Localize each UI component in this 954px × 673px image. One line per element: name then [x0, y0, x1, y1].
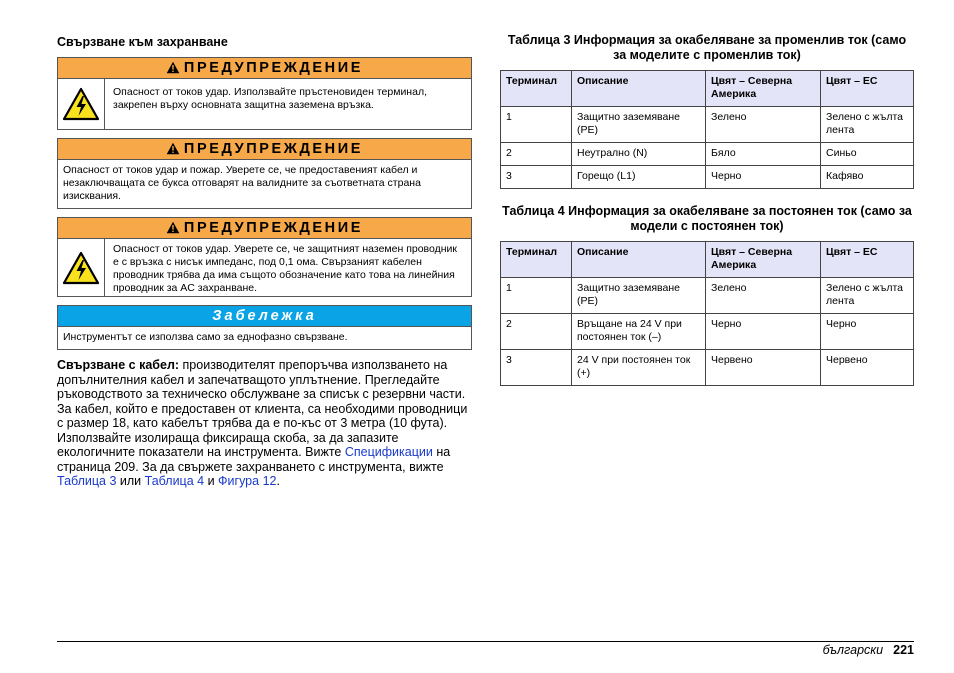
specifications-link[interactable]: Спецификации — [344, 445, 433, 459]
table-row — [501, 143, 914, 166]
cable-connection-paragraph — [57, 358, 472, 489]
electric-shock-icon — [58, 79, 105, 129]
warning-header-label: ПРЕДУПРЕЖДЕНИЕ — [183, 141, 364, 157]
page-number: 221 — [893, 643, 914, 657]
paragraph-text: или — [116, 474, 145, 488]
warning-body — [57, 78, 472, 130]
table-3 — [500, 70, 914, 189]
table-cell: Червено — [821, 350, 914, 386]
electric-shock-icon — [58, 239, 105, 296]
table-header-row — [501, 242, 914, 278]
table-cell: Зелено — [706, 107, 821, 143]
warning-text: Опасност от токов удар. Използвайте пръстеновиден терминал, закрепен върху основната защитна заземена връзка. — [113, 86, 427, 111]
table-cell: 2 — [501, 314, 572, 350]
warning-header — [57, 57, 472, 78]
table-cell: 2 — [501, 143, 572, 166]
warning-header — [57, 217, 472, 238]
table-cell: Зелено с жълта лента — [821, 107, 914, 143]
table-cell: 24 V при постоянен ток (+) — [572, 350, 706, 386]
column-header: Цвят – Северна Америка — [706, 242, 821, 278]
warning-box-3 — [57, 217, 472, 297]
warning-triangle-icon — [166, 220, 180, 240]
column-header: Цвят – Северна Америка — [706, 71, 821, 107]
table-cell: 1 — [501, 278, 572, 314]
warning-header-label: ПРЕДУПРЕЖДЕНИЕ — [183, 220, 364, 236]
table-cell: Защитно заземяване (PE) — [572, 278, 706, 314]
table-row — [501, 350, 914, 386]
table-row — [501, 314, 914, 350]
section-title: Свързване към захранване — [57, 35, 228, 49]
table-cell: 3 — [501, 166, 572, 189]
note-box — [57, 305, 472, 350]
left-column — [57, 30, 472, 489]
warning-triangle-icon — [166, 141, 180, 161]
table-cell: 3 — [501, 350, 572, 386]
paragraph-text: и — [204, 474, 219, 488]
footer-language: български — [822, 643, 884, 657]
warning-box-2 — [57, 138, 472, 209]
warning-body — [57, 159, 472, 209]
paragraph-lead: Свързване с кабел: — [57, 358, 180, 372]
paragraph-text: . — [276, 474, 280, 488]
warning-box-1 — [57, 57, 472, 130]
paragraph-text: на страница 209. За да свържете захранването с инструмента, вижте — [57, 445, 451, 474]
table-cell: 1 — [501, 107, 572, 143]
table-4 — [500, 241, 914, 386]
table-cell: Неутрално (N) — [572, 143, 706, 166]
column-header: Цвят – ЕС — [821, 242, 914, 278]
footer-divider — [57, 641, 914, 642]
page-footer — [823, 643, 914, 657]
warning-header-label: ПРЕДУПРЕЖДЕНИЕ — [183, 60, 364, 76]
table-row — [501, 278, 914, 314]
table-3-caption: Таблица 3 Информация за окабеляване за променлив ток (само за моделите с променлив ток) — [507, 33, 907, 62]
warning-body — [57, 238, 472, 297]
table-cell: Зелено — [706, 278, 821, 314]
table-cell: Връщане на 24 V при постоянен ток (–) — [572, 314, 706, 350]
table-cell: Бяло — [706, 143, 821, 166]
table-4-caption: Таблица 4 Информация за окабеляване за постоянен ток (само за модели с постоянен ток) — [502, 204, 912, 233]
table-row — [501, 166, 914, 189]
column-header: Терминал — [501, 242, 572, 278]
figure-12-link[interactable]: Фигура 12 — [218, 474, 277, 488]
warning-text: Опасност от токов удар. Уверете се, че защитният наземен проводник е с връзка с нисък импеданс, под 0,1 ома. Свързаният кабелен проводник трябва да има същото обозначение като това на линейния проводник за AC захранване. — [113, 243, 458, 294]
paragraph-text: производителят препоръчва използването на допълнителния кабел и запечатващото уплътнение. Прегледайте ръководството за техническо обслужване за списък с резервни части. За кабел, който е предоставен от клиента, са необходими проводници с размер 18, като кабелът трябва да е по-къс от 3 метра (10 фута). Използвайте изолираща фиксираща скоба, за да запазите екологичните показатели на инструмента. Вижте — [57, 358, 468, 459]
note-header: Забележка — [57, 305, 472, 326]
table-cell: Синьо — [821, 143, 914, 166]
table-cell: Черно — [706, 314, 821, 350]
note-text: Инструментът се използва само за еднофазно свързване. — [63, 331, 348, 343]
warning-triangle-icon — [166, 60, 180, 80]
table-4-link[interactable]: Таблица 4 — [144, 474, 205, 488]
column-header: Терминал — [501, 71, 572, 107]
note-body — [57, 326, 472, 350]
table-header-row — [501, 71, 914, 107]
warning-header — [57, 138, 472, 159]
table-cell: Зелено с жълта лента — [821, 278, 914, 314]
table-cell: Черно — [706, 166, 821, 189]
table-3-link[interactable]: Таблица 3 — [57, 474, 117, 488]
table-cell: Горещо (L1) — [572, 166, 706, 189]
table-cell: Черно — [821, 314, 914, 350]
table-row — [501, 107, 914, 143]
column-header: Описание — [572, 242, 706, 278]
warning-text: Опасност от токов удар и пожар. Уверете се, че предоставеният кабел и незаключващата се букса отговарят на валидните за съответната страна изисквания. — [63, 164, 421, 202]
table-cell: Червено — [706, 350, 821, 386]
column-header: Описание — [572, 71, 706, 107]
table-cell: Кафяво — [821, 166, 914, 189]
right-column — [500, 30, 914, 386]
table-cell: Защитно заземяване (PE) — [572, 107, 706, 143]
column-header: Цвят – ЕС — [821, 71, 914, 107]
